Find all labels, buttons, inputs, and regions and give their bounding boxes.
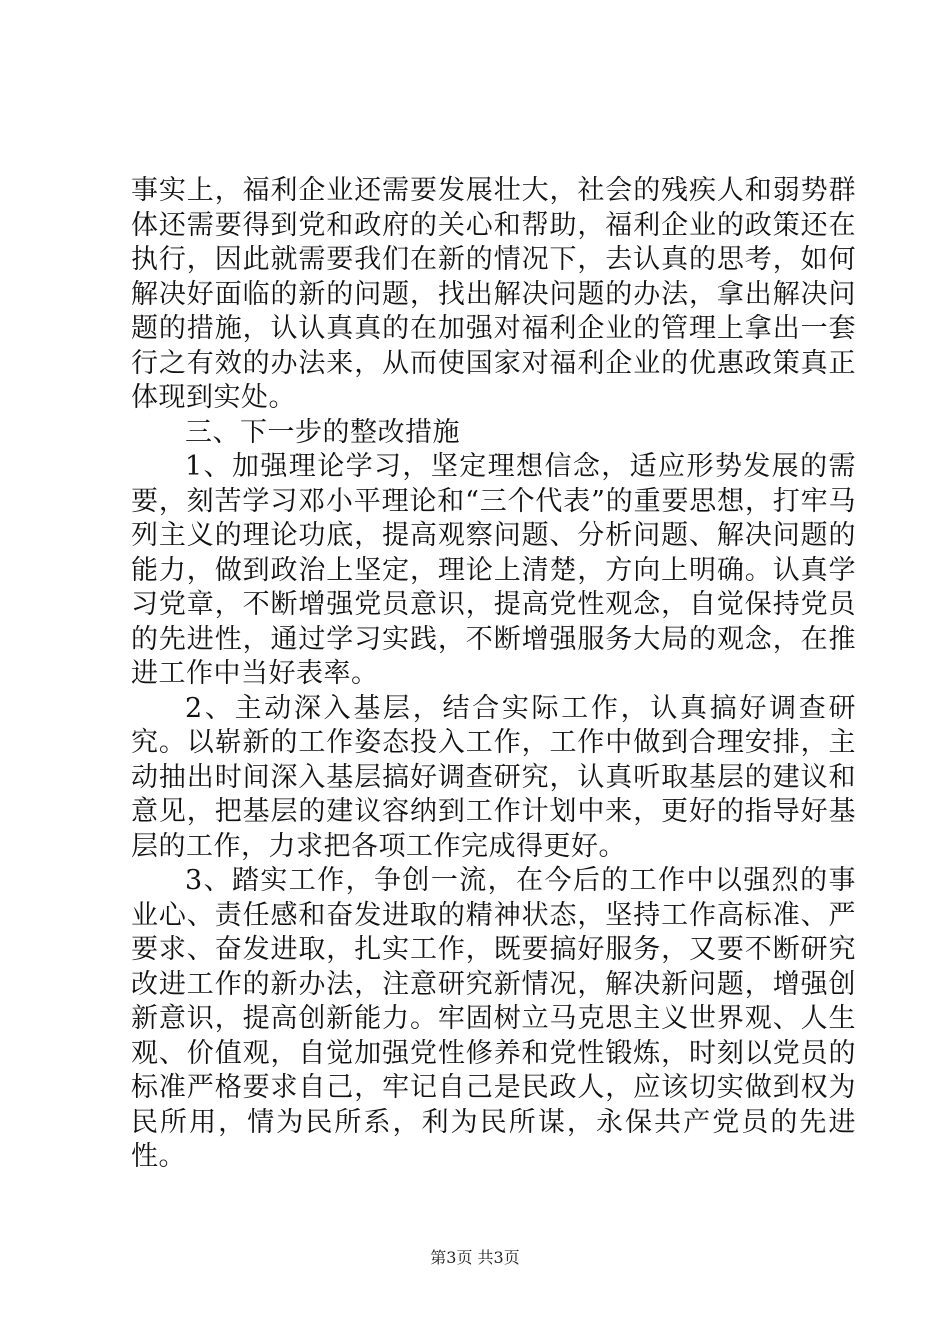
paragraph-intro-continuation: 事实上，福利企业还需要发展壮大，社会的残疾人和弱势群体还需要得到党和政府的关心和帮助，福利企业的政策还在执行，因此就需要我们在新的情况下，去认真的思考，如何解决好面临的新的问题，找出解决问题的办法，拿出解决问题的措施，认认真真的在加强对福利企业的管理上拿出一套行之有效的办法来，从而使国家对福利企业的优惠政策真正体现到实处。 [131,175,856,413]
document-body [131,174,856,1175]
paragraph-measure-1: 1、加强理论学习，坚定理想信念，适应形势发展的需要，刻苦学习邓小平理论和“三个代表”的重要思想，打牢马列主义的理论功底，提高观察问题、分析问题、解决问题的能力，做到政治上坚定，理论上清楚，方向上明确。认真学习党章，不断增强党员意识，提高党性观念，自觉保持党员的先进性，通过学习实践，不断增强服务大局的观念，在推进工作中当好表率。 [131,451,856,689]
section-heading-next-steps: 三、下一步的整改措施 [185,416,460,448]
paragraph-measure-3: 3、踏实工作，争创一流，在今后的工作中以强烈的事业心、责任感和奋发进取的精神状态，坚持工作高标准、严要求、奋发进取，扎实工作，既要搞好服务，又要不断研究改进工作的新办法，注意研究新情况，解决新问题，增强创新意识，提高创新能力。牢固树立马克思主义世界观、人生观、价值观，自觉加强党性修养和党性锻炼，时刻以党员的标准严格要求自己，牢记自己是民政人，应该切实做到权为民所用，情为民所系，利为民所谋，永保共产党员的先进性。 [131,865,856,1172]
page-number-footer: 第3页 共3页 [430,1248,520,1267]
paragraph-measure-2: 2、主动深入基层，结合实际工作，认真搞好调查研究。以崭新的工作姿态投入工作，工作中做到合理安排，主动抽出时间深入基层搞好调查研究，认真听取基层的建议和意见，把基层的建议容纳到工作计划中来，更好的指导好基层的工作，力求把各项工作完成得更好。 [131,692,856,862]
